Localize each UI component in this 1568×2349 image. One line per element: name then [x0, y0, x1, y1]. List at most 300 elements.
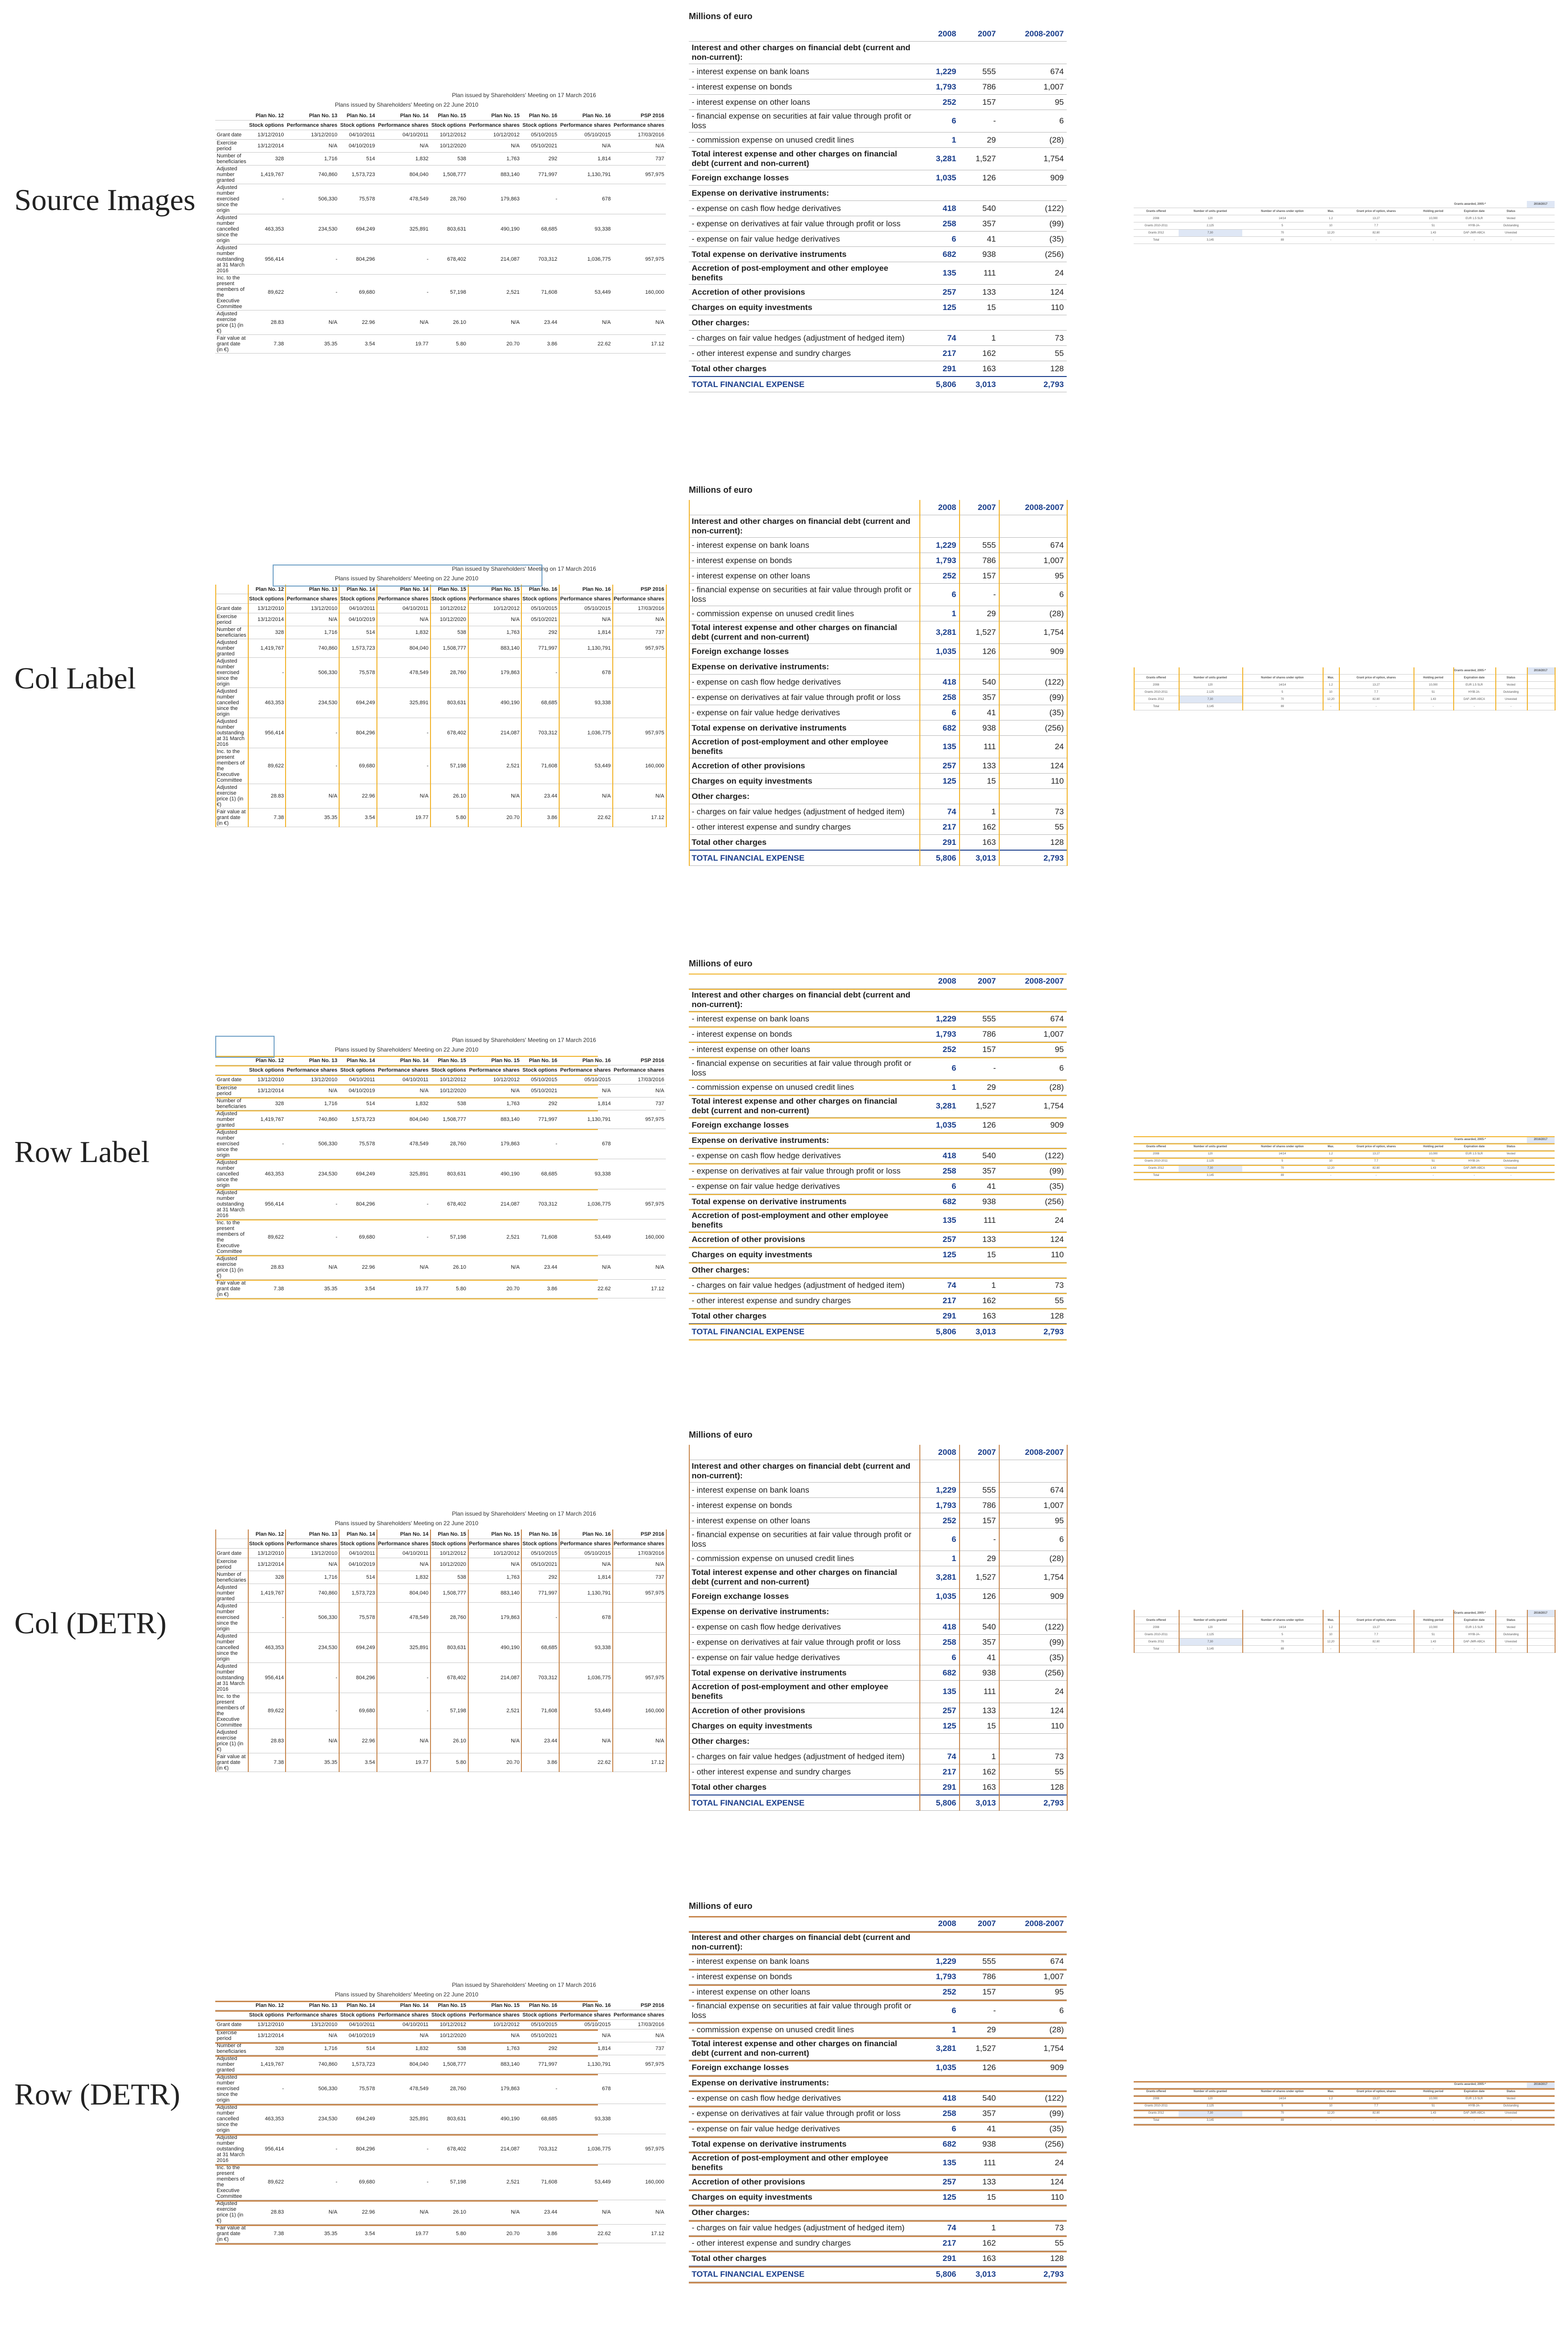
group-header: Grants awarded, 2005-*	[1413, 1136, 1527, 1143]
column-header: Number of units granted	[1179, 208, 1242, 215]
table-cell: HYIB-JA-	[1453, 1631, 1495, 1639]
table-cell	[1323, 2081, 1339, 2088]
column-header: PSP 2016	[612, 585, 666, 594]
table-cell: 703,312	[521, 1189, 559, 1219]
table-cell: 125	[919, 1247, 959, 1263]
table-cell: 23.44	[521, 1729, 559, 1753]
table-cell: 957,975	[612, 639, 666, 658]
table-cell: (99)	[999, 1635, 1067, 1650]
row-label-cell: Fair value at grant date (in €)	[215, 1280, 248, 1298]
table-cell: 55	[999, 2236, 1067, 2251]
column-header: Plan No. 12	[248, 1056, 286, 1065]
table-cell: 291	[919, 1780, 959, 1795]
table-a-title-right: Plan issued by Shareholders' Meeting on 17 March 2016	[452, 1037, 596, 1043]
column-header: Holding period	[1413, 1617, 1454, 1624]
column-header: Plan No. 14	[376, 585, 430, 594]
table-cell: 22.62	[559, 1753, 612, 1772]
table-cell: 162	[959, 1764, 999, 1780]
table-cell: 909	[999, 1589, 1067, 1604]
table-cell: 325,891	[376, 1159, 430, 1189]
row-label-cell: Total other charges	[689, 1308, 919, 1324]
table-cell: (35)	[999, 1650, 1067, 1665]
table-cell: 35.35	[285, 1753, 339, 1772]
table-cell: 3,281	[919, 621, 959, 644]
table-cell: Total	[1134, 237, 1179, 244]
table-cell: (256)	[999, 720, 1067, 736]
table-cell: 35.35	[285, 809, 339, 827]
table-panel-c-col-detr	[1134, 1610, 1555, 1672]
table-cell: 3.54	[339, 335, 376, 354]
table-cell: 2,125	[1179, 689, 1242, 696]
table-panel-b-col-detr	[689, 1428, 1067, 1878]
row-label-cell: TOTAL FINANCIAL EXPENSE	[689, 850, 919, 866]
table-cell	[1527, 2110, 1555, 2117]
table-row	[689, 1080, 1067, 1095]
table-row	[689, 346, 1067, 361]
table-cell: 1,754	[999, 1566, 1067, 1589]
row-label-cell: Adjusted number exercised since the origin	[215, 2074, 248, 2104]
table-cell: 13.27	[1339, 682, 1413, 689]
table-cell: (122)	[999, 1619, 1067, 1635]
table-cell: 1,814	[559, 1097, 612, 1110]
table-cell: 786	[959, 79, 999, 95]
table-cell: Vested	[1495, 682, 1527, 689]
table-cell: 3.86	[521, 2225, 559, 2243]
table-cell: N/A	[559, 1085, 612, 1097]
table-row	[1134, 1646, 1555, 1653]
table-cell: 05/10/2021	[521, 140, 559, 153]
table-corner-cell	[215, 2001, 248, 2010]
table-cell	[612, 688, 666, 718]
column-header: Plan No. 14	[339, 1056, 376, 1065]
table-row	[689, 2121, 1067, 2137]
table-row	[689, 1529, 1067, 1551]
table-cell: 357	[959, 2106, 999, 2121]
table-cell: 13/12/2010	[285, 2020, 339, 2029]
table-cell: N/A	[468, 1255, 521, 1280]
table-cell: -	[376, 1663, 430, 1693]
table-cell	[919, 659, 959, 675]
table-cell: 357	[959, 216, 999, 232]
table-row	[215, 1571, 666, 1584]
table-cell: (256)	[999, 1665, 1067, 1681]
table-cell	[1527, 222, 1555, 230]
table-cell: 325,891	[376, 1633, 430, 1663]
table-cell: 157	[959, 1513, 999, 1529]
table-cell: 55	[999, 346, 1067, 361]
table-cell: EUR 1.5 SLR	[1453, 215, 1495, 222]
table-cell	[959, 1604, 999, 1619]
row-label-cell: Exercise period	[215, 1085, 248, 1097]
row-label-cell: Accretion of other provisions	[689, 285, 919, 300]
column-header: PSP 2016	[612, 2001, 666, 2010]
table-row	[689, 720, 1067, 736]
table-cell: 15	[959, 1718, 999, 1734]
column-header: Number of units granted	[1179, 2088, 1242, 2095]
table-cell: -	[248, 1603, 286, 1633]
table-cell: 1,573,723	[339, 639, 376, 658]
table-cell: 13/12/2014	[248, 613, 286, 626]
table-b	[689, 1916, 1067, 2282]
table-cell: 1,229	[919, 538, 959, 553]
row-label-cell: Exercise period	[215, 2029, 248, 2042]
column-header: Plan No. 14	[376, 2001, 430, 2010]
table-cell: 7.7	[1339, 2103, 1413, 2110]
table-cell: 22.96	[339, 2200, 376, 2225]
table-cell: Grants 2012	[1134, 2110, 1179, 2117]
table-cell: 540	[959, 201, 999, 216]
table-cell: 10/12/2012	[430, 1075, 468, 1085]
table-cell: 540	[959, 675, 999, 690]
table-cell: 740,860	[285, 639, 339, 658]
table-cell: N/A	[559, 784, 612, 809]
table-cell: 75,578	[339, 1129, 376, 1159]
table-row	[1134, 230, 1555, 237]
table-cell: 14/14	[1242, 215, 1323, 222]
table-cell: 160,000	[612, 1693, 666, 1729]
row-label-cell: Interest and other charges on financial debt (current and non-current):	[689, 989, 919, 1011]
table-cell	[999, 1460, 1067, 1483]
table-cell: 69,680	[339, 1219, 376, 1255]
table-cell: 3,145	[1179, 1172, 1242, 1179]
table-cell: 69,680	[339, 275, 376, 310]
table-cell: 04/10/2019	[339, 1558, 376, 1571]
row-label-cell: Inc. to the present members of the Executive Committee	[215, 2164, 248, 2200]
row-label-cell: - interest expense on other loans	[689, 95, 919, 110]
table-cell: 3,013	[959, 850, 999, 866]
table-cell: 804,296	[339, 1663, 376, 1693]
column-header: Grants offered	[1134, 1617, 1179, 1624]
table-cell: N/A	[468, 2200, 521, 2225]
table-cell: 938	[959, 2137, 999, 2152]
table-cell: 17.12	[612, 809, 666, 827]
table-cell: 179,863	[468, 1603, 521, 1633]
table-cell: 10/12/2020	[430, 140, 468, 153]
table-cell: -	[1495, 1172, 1527, 1179]
table-cell: 1,716	[285, 2042, 339, 2055]
table-cell: (28)	[999, 606, 1067, 621]
column-header: Number of units granted	[1179, 1143, 1242, 1151]
table-cell: 804,296	[339, 1189, 376, 1219]
table-row	[689, 1665, 1067, 1681]
table-row-total	[689, 377, 1067, 392]
table-cell: 89	[1242, 237, 1323, 244]
table-cell: Grants 2010-2011	[1134, 2103, 1179, 2110]
row-label-cell: Foreign exchange losses	[689, 1589, 919, 1604]
table-cell: 957,975	[612, 2055, 666, 2074]
table-cell	[1527, 1143, 1555, 1151]
group-header: Grants awarded, 2005-*	[1413, 667, 1527, 675]
table-cell: 93,338	[559, 1633, 612, 1663]
table-cell: 51	[1413, 1631, 1454, 1639]
table-row	[215, 1753, 666, 1772]
table-cell: 292	[521, 1097, 559, 1110]
table-cell: 24	[999, 1209, 1067, 1232]
row-label-cell: Adjusted number granted	[215, 2055, 248, 2074]
table-cell: 786	[959, 553, 999, 568]
table-cell: Grants 2010-2011	[1134, 689, 1179, 696]
table-cell: N/A	[376, 2029, 430, 2042]
table-row	[215, 1159, 666, 1189]
table-cell: 5	[1242, 222, 1323, 230]
table-cell: 04/10/2011	[376, 130, 430, 140]
table-cell: 20.70	[468, 1280, 521, 1298]
table-cell: -	[1495, 1646, 1527, 1653]
table-cell	[1527, 675, 1555, 682]
table-cell: 1.43	[1413, 2110, 1454, 2117]
table-cell: 6	[999, 1057, 1067, 1080]
table-cell: 538	[430, 2042, 468, 2055]
row-label-cell: Expense on derivative instruments:	[689, 659, 919, 675]
column-header: Max.	[1323, 675, 1339, 682]
table-cell: 51	[1413, 222, 1454, 230]
table-cell: 478,549	[376, 184, 430, 214]
table-cell: -	[1339, 237, 1413, 244]
table-row	[1134, 689, 1555, 696]
table-cell: 1,419,767	[248, 1584, 286, 1603]
table-cell: 14/14	[1242, 2095, 1323, 2103]
table-cell: 938	[959, 247, 999, 262]
table-row	[689, 1764, 1067, 1780]
table-cell: (35)	[999, 232, 1067, 247]
table-cell	[1242, 201, 1323, 208]
table-a-title-right: Plan issued by Shareholders' Meeting on 17 March 2016	[452, 565, 596, 572]
table-row	[689, 331, 1067, 346]
row-label-cell: Expense on derivative instruments:	[689, 1133, 919, 1148]
table-cell: 133	[959, 285, 999, 300]
table-a-title: Plans issued by Shareholders' Meeting on 22 June 2010	[335, 1520, 478, 1527]
row-label-cell: Accretion of post-employment and other employee benefits	[689, 1209, 919, 1232]
row-label-cell: Grant date	[215, 130, 248, 140]
table-row	[689, 736, 1067, 758]
table-row	[689, 1483, 1067, 1498]
table-cell: 2,125	[1179, 1158, 1242, 1165]
table-corner-cell	[689, 1445, 919, 1460]
table-cell: 51	[1413, 1158, 1454, 1165]
column-header: Plan No. 14	[376, 111, 430, 121]
column-header: Holding period	[1413, 1143, 1454, 1151]
table-cell: 89	[1242, 1172, 1323, 1179]
table-row	[1134, 208, 1555, 215]
table-row	[689, 644, 1067, 659]
table-cell: 257	[919, 758, 959, 774]
table-cell: 506,330	[285, 184, 339, 214]
column-header: Stock options	[521, 2010, 559, 2020]
table-cell	[919, 1734, 959, 1749]
table-cell	[999, 789, 1067, 804]
table-cell: 3.54	[339, 809, 376, 827]
table-cell: 5.80	[430, 1753, 468, 1772]
table-c	[1134, 1136, 1555, 1179]
table-cell: 2,521	[468, 2164, 521, 2200]
column-header: Grant price of option, shares	[1339, 1143, 1413, 1151]
table-cell: 95	[999, 95, 1067, 110]
table-cell: 682	[919, 720, 959, 736]
row-label-cell: - expense on cash flow hedge derivatives	[689, 675, 919, 690]
column-header: Plan No. 13	[285, 111, 339, 121]
column-header: Grant price of option, shares	[1339, 2088, 1413, 2095]
row-label-cell: TOTAL FINANCIAL EXPENSE	[689, 2266, 919, 2282]
table-cell: 10/12/2012	[468, 2020, 521, 2029]
column-header: Stock options	[521, 594, 559, 604]
table-cell: -	[1413, 703, 1454, 710]
table-row	[215, 2055, 666, 2074]
table-cell: 3,281	[919, 2038, 959, 2060]
table-c	[1134, 201, 1555, 244]
table-cell: 3.54	[339, 1280, 376, 1298]
table-cell: Grants 2010-2011	[1134, 1158, 1179, 1165]
table-cell	[959, 315, 999, 331]
table-cell	[959, 2205, 999, 2220]
table-row	[215, 2020, 666, 2029]
row-label-cell: - expense on derivatives at fair value through profit or loss	[689, 1163, 919, 1179]
table-cell: 26.10	[430, 1729, 468, 1753]
table-cell: 120	[1179, 215, 1242, 222]
table-corner-cell	[689, 1916, 919, 1931]
table-cell: 69,680	[339, 2164, 376, 2200]
table-cell: -	[248, 658, 286, 688]
table-cell: 3,281	[919, 148, 959, 170]
table-cell: N/A	[468, 613, 521, 626]
table-cell: 17/03/2016	[612, 1075, 666, 1085]
table-cell: 490,190	[468, 688, 521, 718]
row-label-row-detr: Row (DETR)	[14, 2077, 180, 2111]
table-a-title: Plans issued by Shareholders' Meeting on 22 June 2010	[335, 1046, 478, 1053]
table-cell	[1527, 230, 1555, 237]
row-label-cell: - commission expense on unused credit lines	[689, 2022, 919, 2038]
row-label-cell: - financial expense on securities at fair value through profit or loss	[689, 584, 919, 606]
table-b-units: Millions of euro	[689, 1901, 752, 1911]
table-cell: -	[959, 2000, 999, 2022]
table-cell: 133	[959, 1703, 999, 1718]
table-cell: Vested	[1495, 215, 1527, 222]
table-row	[689, 1118, 1067, 1133]
table-row	[215, 1189, 666, 1219]
table-row	[689, 1916, 1067, 1931]
table-cell: 682	[919, 247, 959, 262]
table-cell: N/A	[559, 2200, 612, 2225]
table-cell: 1.43	[1413, 1165, 1454, 1172]
row-label-cell: - expense on fair value hedge derivatives	[689, 705, 919, 720]
table-cell: Unvested	[1495, 230, 1527, 237]
table-row	[1134, 2110, 1555, 2117]
table-cell: 23.44	[521, 310, 559, 335]
table-cell: 490,190	[468, 1159, 521, 1189]
column-header: Number of shares under option	[1242, 1143, 1323, 1151]
table-row	[215, 2001, 666, 2010]
table-cell: 70	[1242, 2110, 1323, 2117]
table-cell: 909	[999, 170, 1067, 186]
table-cell: 5,806	[919, 850, 959, 866]
table-cell: 10/12/2012	[468, 604, 521, 613]
table-cell: Outstanding	[1495, 1631, 1527, 1639]
table-cell: 514	[339, 2042, 376, 2055]
row-label-cell: - charges on fair value hedges (adjustment of hedged item)	[689, 1749, 919, 1764]
table-cell: -	[1495, 237, 1527, 244]
table-row	[215, 275, 666, 310]
table-row	[689, 216, 1067, 232]
table-cell: 179,863	[468, 184, 521, 214]
table-cell: 82.80	[1339, 230, 1413, 237]
table-cell: 328	[248, 1097, 286, 1110]
table-cell: 19.77	[376, 809, 430, 827]
table-b-units: Millions of euro	[689, 485, 752, 495]
table-cell	[1134, 2081, 1179, 2088]
table-cell: 157	[959, 1984, 999, 2000]
table-cell: 555	[959, 1483, 999, 1498]
table-cell: 20.70	[468, 809, 521, 827]
table-cell: 28.83	[248, 1255, 286, 1280]
table-cell: 13.27	[1339, 215, 1413, 222]
table-cell: 538	[430, 626, 468, 639]
table-cell: 1,793	[919, 79, 959, 95]
table-cell: 325,891	[376, 688, 430, 718]
table-cell: 82.80	[1339, 696, 1413, 703]
table-cell: N/A	[612, 1085, 666, 1097]
column-header: Stock options	[521, 1539, 559, 1549]
table-row-total	[689, 1324, 1067, 1340]
table-cell	[959, 2075, 999, 2091]
column-header: Plan No. 13	[285, 1056, 339, 1065]
table-row	[689, 1095, 1067, 1118]
table-cell: (99)	[999, 2106, 1067, 2121]
table-cell: 15	[959, 1247, 999, 1263]
table-row	[689, 1718, 1067, 1734]
table-c	[1134, 2081, 1555, 2124]
table-row	[215, 1255, 666, 1280]
row-label-cell: - financial expense on securities at fair value through profit or loss	[689, 1057, 919, 1080]
row-label-cell: Interest and other charges on financial debt (current and non-current):	[689, 515, 919, 538]
table-cell	[1242, 1610, 1323, 1617]
column-header: Stock options	[248, 1539, 286, 1549]
group-header: Grants awarded, 2005-*	[1413, 1610, 1527, 1617]
table-cell: 737	[612, 1571, 666, 1584]
table-row	[215, 2200, 666, 2225]
table-cell: 1.2	[1323, 1624, 1339, 1631]
table-row	[689, 133, 1067, 148]
table-cell: 2,125	[1179, 1631, 1242, 1639]
table-row	[689, 1011, 1067, 1027]
table-cell: 1,814	[559, 626, 612, 639]
table-row	[689, 285, 1067, 300]
table-cell: 957,975	[612, 244, 666, 275]
table-cell: -	[1339, 1172, 1413, 1179]
table-row	[689, 675, 1067, 690]
table-cell: 1	[919, 1080, 959, 1095]
table-cell: 252	[919, 95, 959, 110]
table-cell: -	[521, 1129, 559, 1159]
table-cell: 3.86	[521, 1753, 559, 1772]
table-cell: 2008	[1134, 682, 1179, 689]
row-label-cell: - interest expense on bonds	[689, 553, 919, 568]
table-panel-a-row-detr	[215, 1981, 664, 2258]
table-cell: 179,863	[468, 658, 521, 688]
table-cell: 12,20	[1323, 1639, 1339, 1646]
row-label-cell: Foreign exchange losses	[689, 644, 919, 659]
table-row	[689, 2106, 1067, 2121]
table-row	[1134, 1631, 1555, 1639]
table-cell	[1527, 2088, 1555, 2095]
table-cell: 28,760	[430, 184, 468, 214]
table-cell: 35.35	[285, 2225, 339, 2243]
table-cell: N/A	[285, 2029, 339, 2042]
row-label-cell: - interest expense on other loans	[689, 1984, 919, 2000]
row-label-cell: - expense on fair value hedge derivatives	[689, 1179, 919, 1194]
table-cell: 10/12/2020	[430, 2029, 468, 2042]
table-cell: 126	[959, 1118, 999, 1133]
column-header: Plan No. 15	[430, 111, 468, 121]
column-header: Grant price of option, shares	[1339, 208, 1413, 215]
